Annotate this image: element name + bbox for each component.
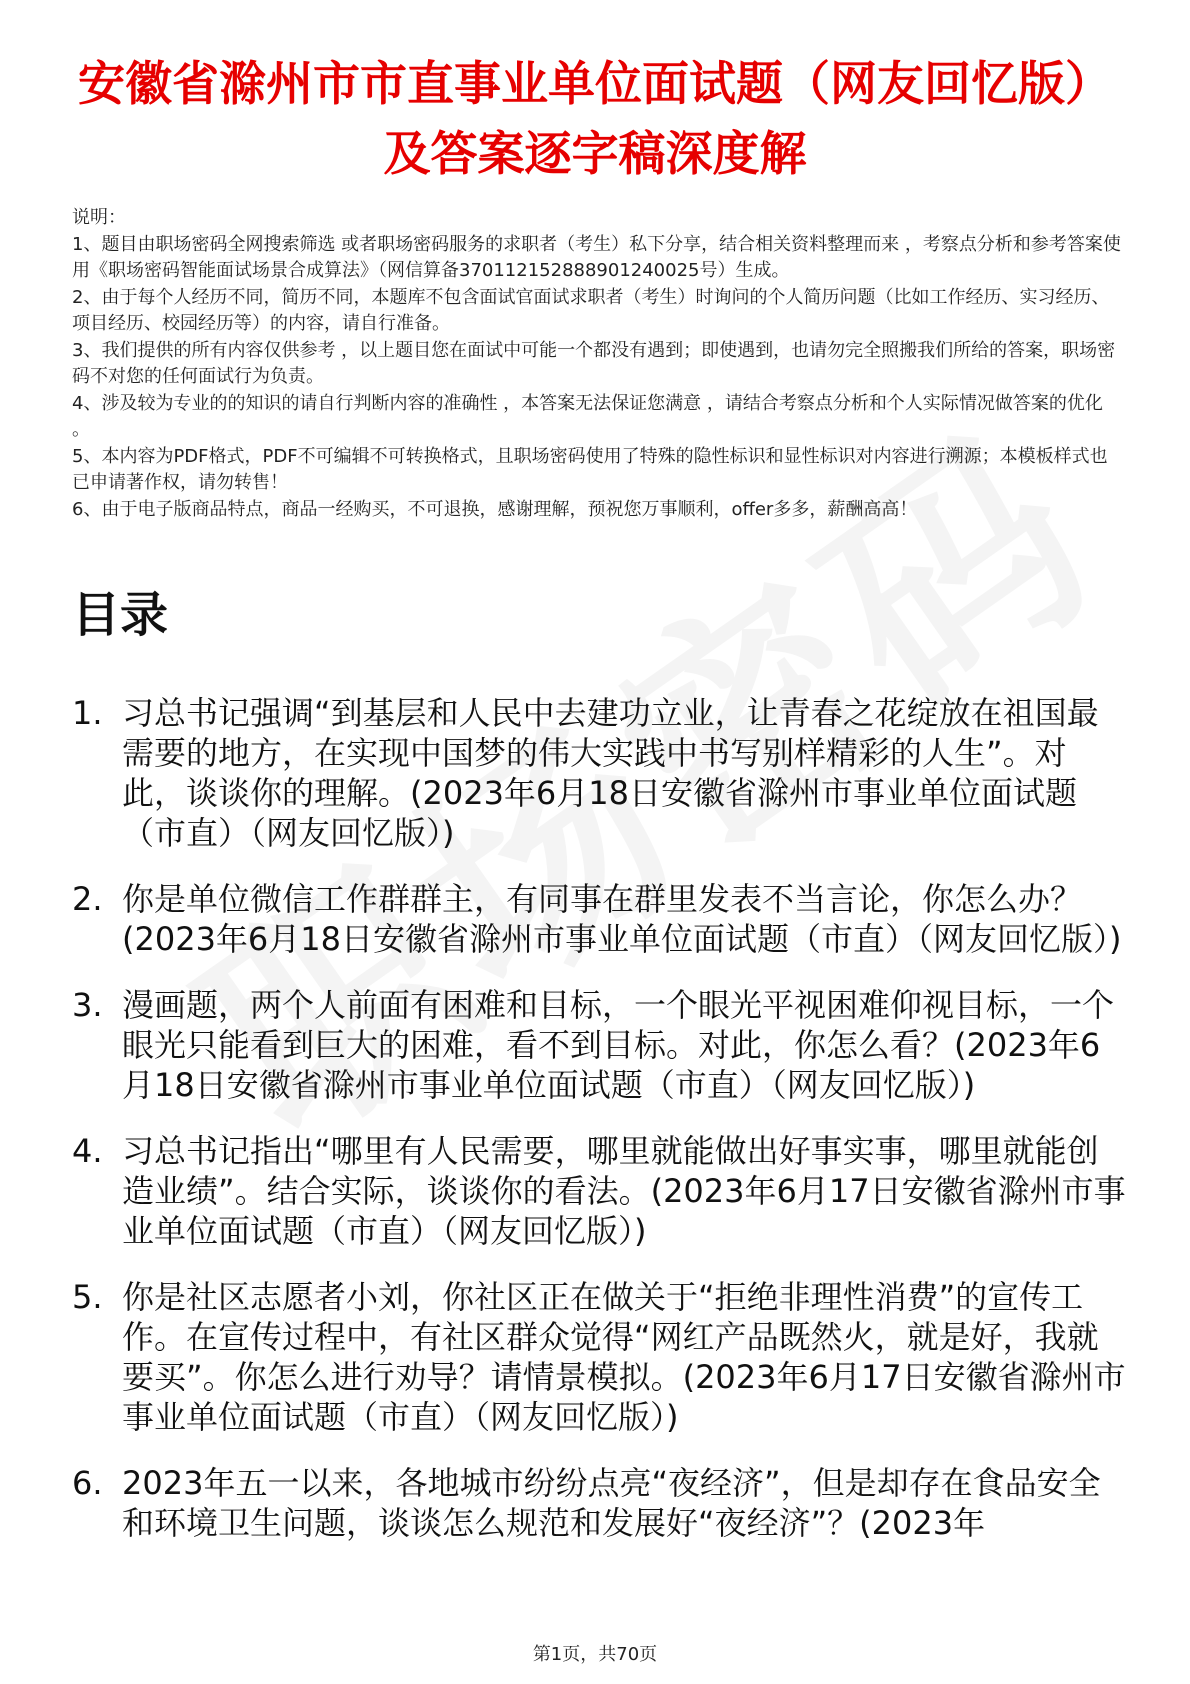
note-item: 2、由于每个人经历不同，简历不同，本题库不包含面试官面试求职者（考生）时询问的个人简历问题（比如工作经历、实习经历、项目经历、校园经历等）的内容，请自行准备。 [72, 286, 1110, 334]
note-item: 5、本内容为PDF格式，PDF不可编辑不可转换格式，且职场密码使用了特殊的隐性标识和显性标识对内容进行溯源；本模板样式也已申请著作权，请勿转售！ [72, 445, 1108, 493]
toc-item[interactable] [72, 1131, 1127, 1251]
notes-heading: 说明： [72, 207, 126, 228]
toc-heading: 目录 [72, 587, 169, 643]
toc-list [72, 693, 1127, 1569]
note-item: 6、由于电子版商品特点，商品一经购买，不可退换，感谢理解，预祝您万事顺利，offer多多，薪酬高高！ [72, 498, 918, 520]
document-title: 安徽省滁州市市直事业单位面试题（网友回忆版）及答案逐字稿深度解 [78, 57, 1112, 182]
note-item: 4、涉及较为专业的的知识的请自行判断内容的准确性 ，本答案无法保证您满意 ，请结合考察点分析和个人实际情况做答案的优化 。 [72, 392, 1103, 440]
toc-item[interactable] [72, 1463, 1127, 1543]
page-footer: 第1页，共70页 [532, 1644, 658, 1665]
toc-item-number: 6. [72, 1464, 103, 1502]
note-item: 1、题目由职场密码全网搜索筛选 或者职场密码服务的求职者（考生）私下分享，结合相关资料整理而来 ，考察点分析和参考答案使用《职场密码智能面试场景合成算法》（网信算备370112152888901240025号）生成。 [72, 233, 1121, 281]
toc-item[interactable] [72, 693, 1127, 853]
toc-item-number: 4. [72, 1132, 103, 1170]
toc-item-number: 1. [72, 694, 103, 732]
toc-item-number: 5. [72, 1278, 103, 1316]
toc-item-text: 习总书记强调“到基层和人民中去建功立业，让青春之花绽放在祖国最需要的地方，在实现中国梦的伟大实践中书写别样精彩的人生”。对此，谈谈你的理解。(2023年6月18日安徽省滁州市事业单位面试题（市直）（网友回忆版）) [122, 694, 1099, 852]
toc-item-text: 你是单位微信工作群群主，有同事在群里发表不当言论，你怎么办？(2023年6月18日安徽省滁州市事业单位面试题（市直）（网友回忆版）) [122, 880, 1122, 958]
toc-item-text: 漫画题，两个人前面有困难和目标，一个眼光平视困难仰视目标，一个眼光只能看到巨大的困难，看不到目标。对此，你怎么看？(2023年6月18日安徽省滁州市事业单位面试题（市直）（网友回忆版）) [122, 986, 1115, 1104]
toc-item-text: 你是社区志愿者小刘，你社区正在做关于“拒绝非理性消费”的宣传工作。在宣传过程中，有社区群众觉得“网红产品既然火，就是好，我就要买”。你怎么进行劝导？请情景模拟。(2023年6月17日安徽省滁州市事业单位面试题（市直）（网友回忆版）) [122, 1278, 1126, 1436]
toc-item-text: 2023年五一以来，各地城市纷纷点亮“夜经济”，但是却存在食品安全和环境卫生问题，谈谈怎么规范和发展好“夜经济”？(2023年 [122, 1464, 1101, 1542]
notes-section [72, 205, 1124, 523]
toc-item-number: 3. [72, 986, 103, 1024]
toc-item-text: 习总书记指出“哪里有人民需要，哪里就能做出好事实事，哪里就能创造业绩”。结合实际，谈谈你的看法。(2023年6月17日安徽省滁州市事业单位面试题（市直）（网友回忆版）) [122, 1132, 1126, 1250]
toc-item[interactable] [72, 879, 1127, 959]
note-item: 3、我们提供的所有内容仅供参考 ，以上题目您在面试中可能一个都没有遇到；即使遇到，也请勿完全照搬我们所给的答案，职场密码不对您的任何面试行为负责。 [72, 339, 1116, 387]
toc-item[interactable] [72, 1277, 1127, 1437]
toc-item[interactable] [72, 985, 1127, 1105]
toc-item-number: 2. [72, 880, 103, 918]
